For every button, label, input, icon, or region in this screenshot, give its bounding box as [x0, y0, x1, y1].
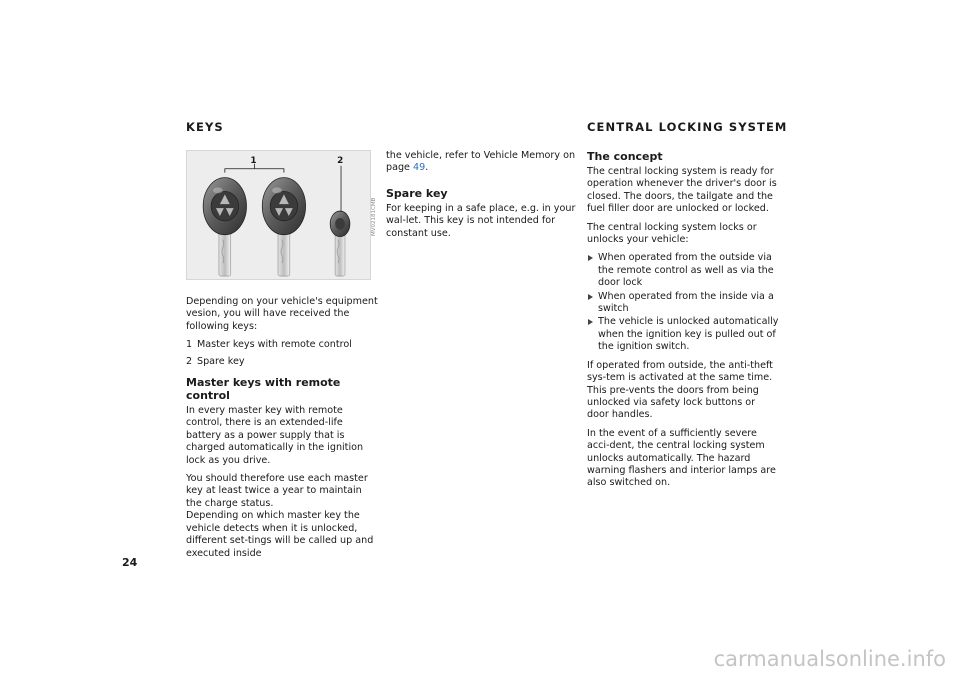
heading-the-concept: The concept	[587, 150, 663, 163]
list-item: 2 Spare key	[186, 355, 245, 367]
list-item: When operated from the outside via the remote control as well as via the door lock	[587, 252, 779, 289]
operation-list	[587, 252, 779, 353]
callout-1-bracket	[225, 169, 284, 173]
master-keys-memory: Depending on which master key the vehicle detects when it is unlocked, different set-tings will be called up and executed inside	[186, 510, 374, 559]
anti-theft-text: If operated from outside, the anti-theft sys-tem is activated at the same time. This pre-vents the doors from being unlocked via safety lock buttons or door handles.	[587, 359, 773, 421]
vehicle-memory-reference: the vehicle, refer to Vehicle Memory on page 49.	[386, 150, 576, 174]
keys-drawing	[187, 151, 370, 279]
column-spare-key	[386, 150, 580, 246]
master-keys-charge: You should therefore use each master key at least twice a year to maintain the charge status.	[186, 473, 368, 509]
callout-2: 2	[337, 155, 344, 166]
keys-intro: Depending on your vehicle's equipment vesion, you will have received the following keys:	[186, 296, 378, 332]
keys-illustration	[186, 150, 371, 280]
master-key-1	[203, 178, 246, 276]
page-link[interactable]: 49	[413, 162, 426, 174]
master-keys-battery: In every master key with remote control, there is an extended-life battery as a power supply that is charged automatically in the ignition lock as you drive.	[186, 405, 364, 466]
spare-key-text: For keeping in a safe place, e.g. in your wal-let. This key is not intended for constant use.	[386, 202, 576, 239]
spare-key	[330, 211, 350, 276]
heading-master-keys: Master keys with remote control	[186, 376, 341, 403]
list-item: 1 Master keys with remote control	[186, 339, 352, 351]
accident-text: In the event of a sufficiently severe acci-dent, the central locking system unlocks automatically. The hazard warning flashers and interior lamps are also switched on.	[587, 427, 776, 489]
heading-spare-key: Spare key	[386, 186, 448, 200]
page-number: 24	[122, 556, 138, 569]
list-item: When operated from the inside via a switch	[587, 291, 779, 316]
watermark: carmanualsonline.info	[713, 647, 946, 671]
section-title-central-locking: CENTRAL LOCKING SYSTEM	[587, 120, 788, 134]
figure-code: MV02181CMB	[371, 197, 377, 236]
list-item: The vehicle is unlocked automatically when the ignition key is pulled out of the ignition switch.	[587, 316, 779, 353]
keys-list	[186, 339, 378, 368]
master-key-2	[262, 178, 305, 276]
concept-text: The central locking system is ready for operation whenever the driver's door is closed. The doors, the tailgate and the fuel filler door are unlocked or locked.	[587, 166, 777, 215]
column-keys	[186, 296, 378, 566]
locks-unlocks-text: The central locking system locks or unlocks your vehicle:	[587, 221, 757, 246]
column-central-locking	[587, 150, 779, 496]
callout-1: 1	[250, 155, 257, 166]
section-title-keys: KEYS	[186, 120, 224, 134]
